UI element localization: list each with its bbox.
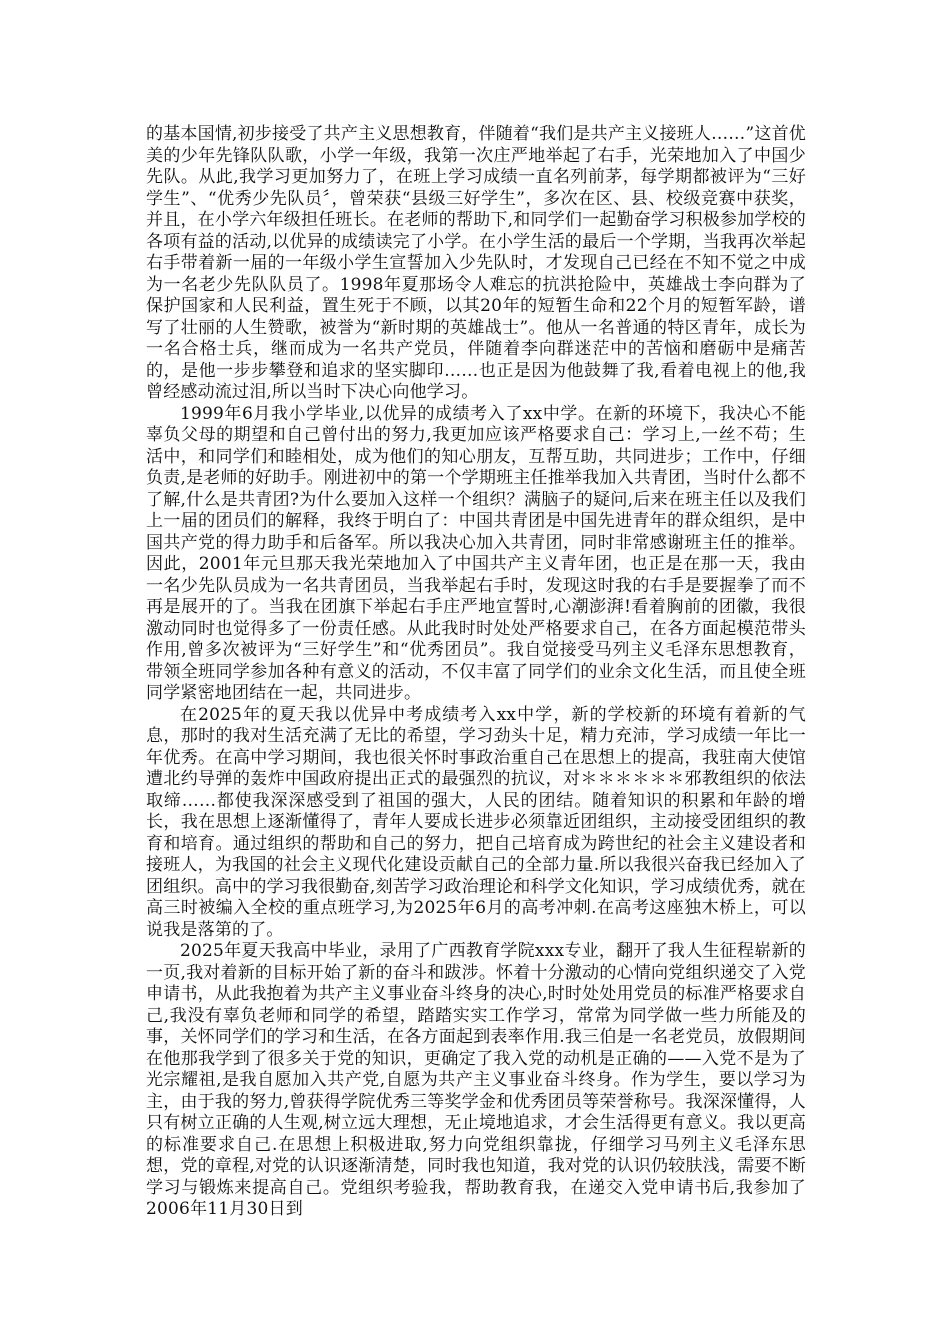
paragraph-1: 的基本国情,初步接受了共产主义思想教育，伴随着“我们是共产主义接班人……”这首优美的少年先锋队队歌，小学一年级，我第一次庄严地举起了右手，光荣地加入了中国少先队。从此,我学习更加努力了，在班上学习成绩一直名列前茅，每学期都被评为“三好学生”、“优秀少先队员〞，曾荣获“县级三好学生”，多次在区、县、校级竞赛中获奖，并且，在小学六年级担任班长。在老师的帮助下,和同学们一起勤奋学习积极参加学校的各项有益的活动,以优异的成绩读完了小学。在小学生活的最后一个学期，当我再次举起右手带着新一届的一年级小学生宣誓加入少先队时，才发现自己已经在不知不觉之中成为一名老少先队队员了。1998年夏那场令人难忘的抗洪抢险中，英雄战士李向群为了保护国家和人民利益，置生死于不顾，以其20年的短暂生命和22个月的短暂军龄，谱写了壮丽的人生赞歌，被誉为“新时期的英雄战士”。他从一名普通的特区青年，成长为一名合格士兵，继而成为一名共产党员，伴随着李向群迷茫中的苦恼和磨砺中是痛苦的，是他一步步攀登和追求的坚实脚印……也正是因为他鼓舞了我,看着电视上的他,我曾经感动流过泪,所以当时下决心向他学习。 xyxy=(146,124,806,402)
paragraph-4: 2025年夏天我高中毕业，录用了广西教育学院xxx专业，翻开了我人生征程崭新的一页,我对着新的目标开始了新的奋斗和跋涉。怀着十分激动的心情向党组织递交了入党申请书，从此我抱着为共产主义事业奋斗终身的决心,时时处处用党员的标准严格要求自己,我没有辜负老师和同学的希望，踏踏实实工作学习，常常为同学做一些力所能及的事，关怀同学们的学习和生活，在各方面起到表率作用.我三伯是一名老党员，放假期间在他那我学到了很多关于党的知识，更确定了我入党的动机是正确的——入党不是为了光宗耀祖,是我自愿加入共产党,自愿为共产主义事业奋斗终身。作为学生，要以学习为主，由于我的努力,曾获得学院优秀三等奖学金和优秀团员等荣誉称号。我深深懂得，人只有树立正确的人生观,树立远大理想，无止境地追求，才会生活得更有意义。我以更高的标准要求自己.在思想上积极进取,努力向党组织靠拢，仔细学习马列主义毛泽东思想，党的章程,对党的认识逐渐清楚，同时我也知道，我对党的认识仍较肤浅，需要不断学习与锻炼来提高自己。党组织考验我，帮助教育我，在递交入党申请书后,我参加了2006年11月30日到 xyxy=(146,941,806,1219)
paragraph-2: 1999年6月我小学毕业,以优异的成绩考入了xx中学。在新的环境下，我决心不能辜负父母的期望和自己曾付出的努力,我更加应该严格要求自己：学习上,一丝不苟；生活中，和同学们和睦相处，成为他们的知心朋友，互帮互助，共同进步；工作中，仔细负责,是老师的好助手。刚进初中的第一个学期班主任推举我加入共青团，当时什么都不了解,什么是共青团?为什么要加入这样一个组织？满脑子的疑问,后来在班主任以及我们上一届的团员们的解释，我终于明白了：中国共青团是中国先进青年的群众组织，是中国共产党的得力助手和后备军。所以我决心加入共青团，同时非常感谢班主任的推举。因此，2001年元旦那天我光荣地加入了中国共产主义青年团，也正是在那一天，我由一名少先队员成为一名共青团员，当我举起右手时，发现这时我的右手是要握拳了而不再是展开的了。当我在团旗下举起右手庄严地宣誓时,心潮澎湃!看着胸前的团徽，我很激动同时也觉得多了一份责任感。从此我时时处处严格要求自己，在各方面起模范带头作用,曾多次被评为“三好学生”和“优秀团员”。我自觉接受马列主义毛泽东思想教育，带领全班同学参加各种有意义的活动，不仅丰富了同学们的业余文化生活，而且使全班同学紧密地团结在一起，共同进步。 xyxy=(146,403,806,703)
paragraph-3: 在2025年的夏天我以优异中考成绩考入xx中学，新的学校新的环境有着新的气息，那时的我对生活充满了无比的希望，学习劲头十足，精力充沛，学习成绩一年比一年优秀。在高中学习期间，我也很关怀时事政治重自己在思想上的提高，我驻南大使馆遭北约导弹的轰炸中国政府提出正式的最强烈的抗议，对＊＊＊＊＊＊邪教组织的依法取缔……都使我深深感受到了祖国的强大，人民的团结。随着知识的积累和年龄的增长，我在思想上逐渐懂得了，青年人要成长进步必须靠近团组织，主动接受团组织的教育和培育。通过组织的帮助和自己的努力，把自己培育成为跨世纪的社会主义建设者和接班人，为我国的社会主义现代化建设贡献自己的全部力量.所以我很兴奋我已经加入了团组织。高中的学习我很勤奋,刻苦学习政治理论和科学文化知识，学习成绩优秀，就在高三时被编入全校的重点班学习,为2025年6月的高考冲刺.在高考这座独木桥上，可以说我是落第的了。 xyxy=(146,704,806,940)
document-body xyxy=(146,124,806,1221)
